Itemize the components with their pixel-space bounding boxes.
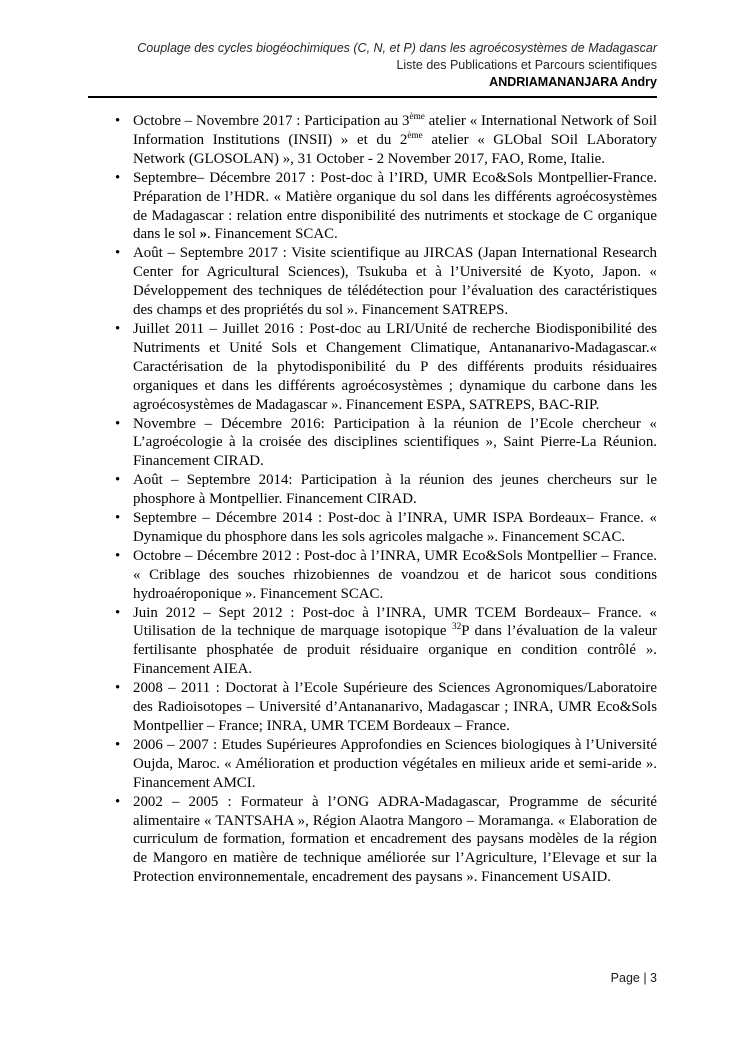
experience-item [88, 793, 657, 888]
entry-text: 2008 – 2011 : Doctorat à l’Ecole Supérieure des Sciences Agronomiques/Laboratoire des Radioisotopes – Université d’Antananarivo, Madagascar ; INRA, UMR Eco&Sols Montpellier – France; INRA, UMR TCEM Bordeaux – France. [133, 680, 657, 734]
page-number: Page | 3 [610, 971, 657, 985]
experience-item [88, 244, 657, 320]
entry-text: Septembre– Décembre 2017 : Post-doc à l’IRD, UMR Eco&Sols Montpellier-France. Préparation de l’HDR. « Matière organique du sol dans les différents agroécosystèmes de Madagascar : relation entre disponibilité des nutriments et stockage de C organique dans le sol [133, 169, 657, 243]
experience-item [88, 509, 657, 547]
experience-item [88, 112, 657, 169]
header-title: Couplage des cycles biogéochimiques (C, N, et P) dans les agroécosystèmes de Madagascar [137, 41, 657, 55]
entry-text: Septembre – Décembre 2014 : Post-doc à l’INRA, UMR ISPA Bordeaux– France. « Dynamique du phosphore dans les sols agricoles malgache ». Financement SCAC. [133, 510, 657, 545]
experience-item [88, 604, 657, 680]
experience-item [88, 169, 657, 245]
entry-text: » [199, 226, 208, 243]
header-author: ANDRIAMANANJARA Andry [489, 75, 657, 89]
header-subtitle: Liste des Publications et Parcours scientifiques [396, 58, 657, 72]
entry-text: 2006 – 2007 : Etudes Supérieures Approfondies en Sciences biologiques à l’Université Oujda, Maroc. « Amélioration et production végétales en milieux aride et semi-aride ». Financement AMCI. [133, 736, 657, 791]
entry-text: Juin 2012 – Sept 2012 : Post-doc à l’INRA, UMR TCEM Bordeaux– France. « Utilisation de la technique de marquage isotopique [133, 604, 657, 640]
experience-item [88, 320, 657, 415]
experience-list [88, 112, 657, 887]
entry-text: Octobre – Novembre 2017 : Participation au 3 [133, 113, 410, 129]
page-header [88, 40, 657, 98]
experience-item [88, 415, 657, 472]
entry-text: Octobre – Décembre 2012 : Post-doc à l’INRA, UMR Eco&Sols Montpellier – France. « Criblage des souches rhizobiennes de voandzou et de haricot sous conditions hydroaéroponique ». Financement SCAC. [133, 547, 657, 602]
experience-item [88, 679, 657, 736]
superscript-text: ème [407, 129, 423, 140]
superscript-text: ème [409, 111, 425, 122]
experience-item [88, 736, 657, 793]
entry-text: Août – Septembre 2014: Participation à la réunion des jeunes chercheurs sur le phosphore à Montpellier. Financement CIRAD. [133, 472, 657, 508]
superscript-text: 32 [452, 621, 462, 632]
entry-text: atelier « GLObal SOil LAboratory Network (GLOSOLAN) », 31 October - 2 November 2017, FAO, Rome, Italie. [133, 131, 657, 167]
entry-text: Juillet 2011 – Juillet 2016 : Post-doc au LRI/Unité de recherche Biodisponibilité des Nutriments et Unité Sols et Changement Climatique, Antananarivo-Madagascar.« Caractérisation de la phytodisponibilité du P des différents produits résiduaires organiques et dans les différents agroécosystèmes ; dynamique du carbone dans les agroécosystèmes de Madagascar ». Financement ESPA, SATREPS, BAC-RIP. [133, 320, 657, 413]
entry-text: Novembre – Décembre 2016: Participation à la réunion de l’Ecole chercheur « L’agroécologie à la croisée des disciplines scientifiques », Saint Pierre-La Réunion. Financement CIRAD. [133, 415, 657, 470]
entry-text: . Financement SCAC. [207, 226, 338, 243]
experience-item [88, 471, 657, 509]
entry-text: atelier « International Network of Soil Information Institutions (INSII) » et du 2 [133, 113, 657, 148]
entry-text: 2002 – 2005 : Formateur à l’ONG ADRA-Madagascar, Programme de sécurité alimentaire « TANTSAHA », Région Alaotra Mangoro – Moramanga. « Elaboration de curriculum de formation, formation et encadrement des paysans modèles de la région de Mangoro en matière de technique améliorée sur l’Agriculture, l’Elevage et sur la Protection environnementale, encadrement des paysans ». Financement USAID. [133, 793, 657, 886]
entry-text: P dans l’évaluation de la valeur fertilisante phosphatée de produit résiduaire organique en condition contrôlé ». Financement AIEA. [133, 623, 657, 678]
experience-item [88, 547, 657, 604]
entry-text: Août – Septembre 2017 : Visite scientifique au JIRCAS (Japan International Research Center for Agricultural Sciences), Tsukuba et à l’Université de Kyoto, Japon. « Développement des techniques de télédétection pour l’évaluation des caractéristiques des champs et des propriétés du sol ». Financement SATREPS. [133, 245, 657, 319]
